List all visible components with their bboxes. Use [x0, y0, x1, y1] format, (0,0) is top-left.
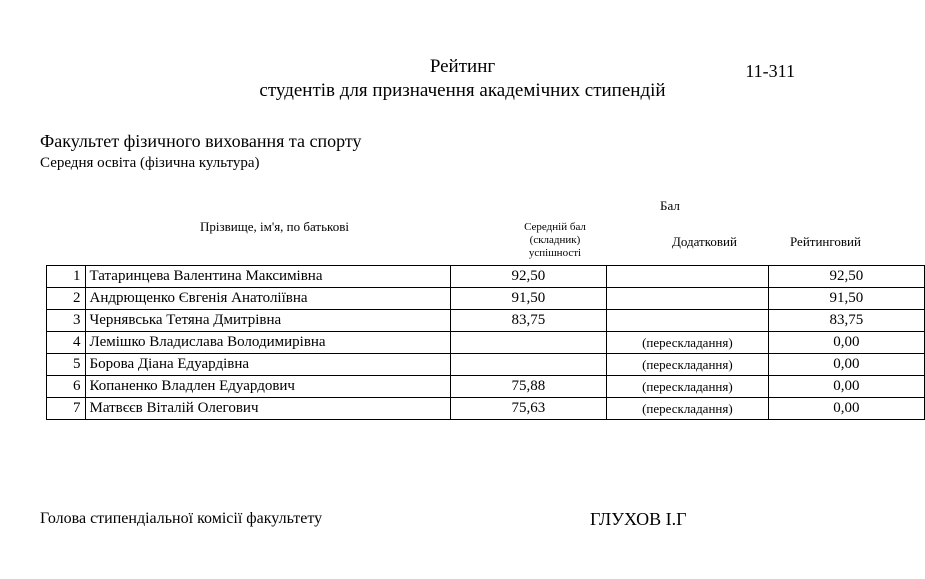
row-number: 7	[47, 398, 86, 420]
row-rating: 91,50	[768, 288, 924, 310]
rating-table	[46, 265, 925, 420]
row-average: 83,75	[450, 310, 606, 332]
row-rating: 83,75	[768, 310, 924, 332]
row-student-name: Чернявська Тетяна Дмитрівна	[85, 310, 450, 332]
row-student-name: Андрющенко Євгенія Анатоліївна	[85, 288, 450, 310]
column-header-name: Прізвище, ім'я, по батькові	[200, 219, 349, 234]
title-line-1: Рейтинг	[429, 56, 496, 77]
row-average: 75,88	[450, 376, 606, 398]
row-average: 91,50	[450, 288, 606, 310]
table-row	[47, 398, 925, 420]
signer-role: Голова стипендіальної комісії факультету	[40, 510, 323, 527]
row-number: 6	[47, 376, 86, 398]
row-number: 2	[47, 288, 86, 310]
row-average	[450, 354, 606, 376]
table-row	[47, 354, 925, 376]
row-student-name: Копаненко Владлен Едуардович	[85, 376, 450, 398]
row-student-name: Борова Діана Едуардівна	[85, 354, 450, 376]
row-extra	[606, 266, 768, 288]
row-rating: 92,50	[768, 266, 924, 288]
row-average: 75,63	[450, 398, 606, 420]
row-average	[450, 332, 606, 354]
table-row	[47, 332, 925, 354]
row-number: 5	[47, 354, 86, 376]
column-header-rating: Рейтинговий	[790, 234, 861, 249]
speciality-name: Середня освіта (фізична культура)	[40, 155, 260, 171]
table-row	[47, 376, 925, 398]
table-row	[47, 288, 925, 310]
signer-name: ГЛУХОВ І.Г	[590, 509, 687, 529]
row-rating: 0,00	[768, 354, 924, 376]
row-rating: 0,00	[768, 332, 924, 354]
row-student-name: Татаринцева Валентина Максимівна	[85, 266, 450, 288]
faculty-name: Факультет фізичного виховання та спорту	[40, 131, 362, 151]
group-code: 11-311	[745, 61, 795, 81]
row-extra: (перескладання)	[606, 332, 768, 354]
column-header-extra: Додатковий	[672, 234, 737, 249]
column-header-average: Середній бал (складник) успішності	[524, 221, 586, 259]
row-number: 3	[47, 310, 86, 332]
row-extra: (перескладання)	[606, 354, 768, 376]
row-student-name: Матвєєв Віталій Олегович	[85, 398, 450, 420]
row-extra: (перескладання)	[606, 376, 768, 398]
row-average: 92,50	[450, 266, 606, 288]
row-number: 4	[47, 332, 86, 354]
row-rating: 0,00	[768, 398, 924, 420]
row-number: 1	[47, 266, 86, 288]
title-line-2: студентів для призначення академічних стипендій	[259, 80, 666, 101]
row-rating: 0,00	[768, 376, 924, 398]
column-header-score-group: Бал	[660, 198, 680, 213]
row-extra: (перескладання)	[606, 398, 768, 420]
row-extra	[606, 288, 768, 310]
table-row	[47, 310, 925, 332]
row-student-name: Лемішко Владислава Володимирівна	[85, 332, 450, 354]
row-extra	[606, 310, 768, 332]
table-row	[47, 266, 925, 288]
